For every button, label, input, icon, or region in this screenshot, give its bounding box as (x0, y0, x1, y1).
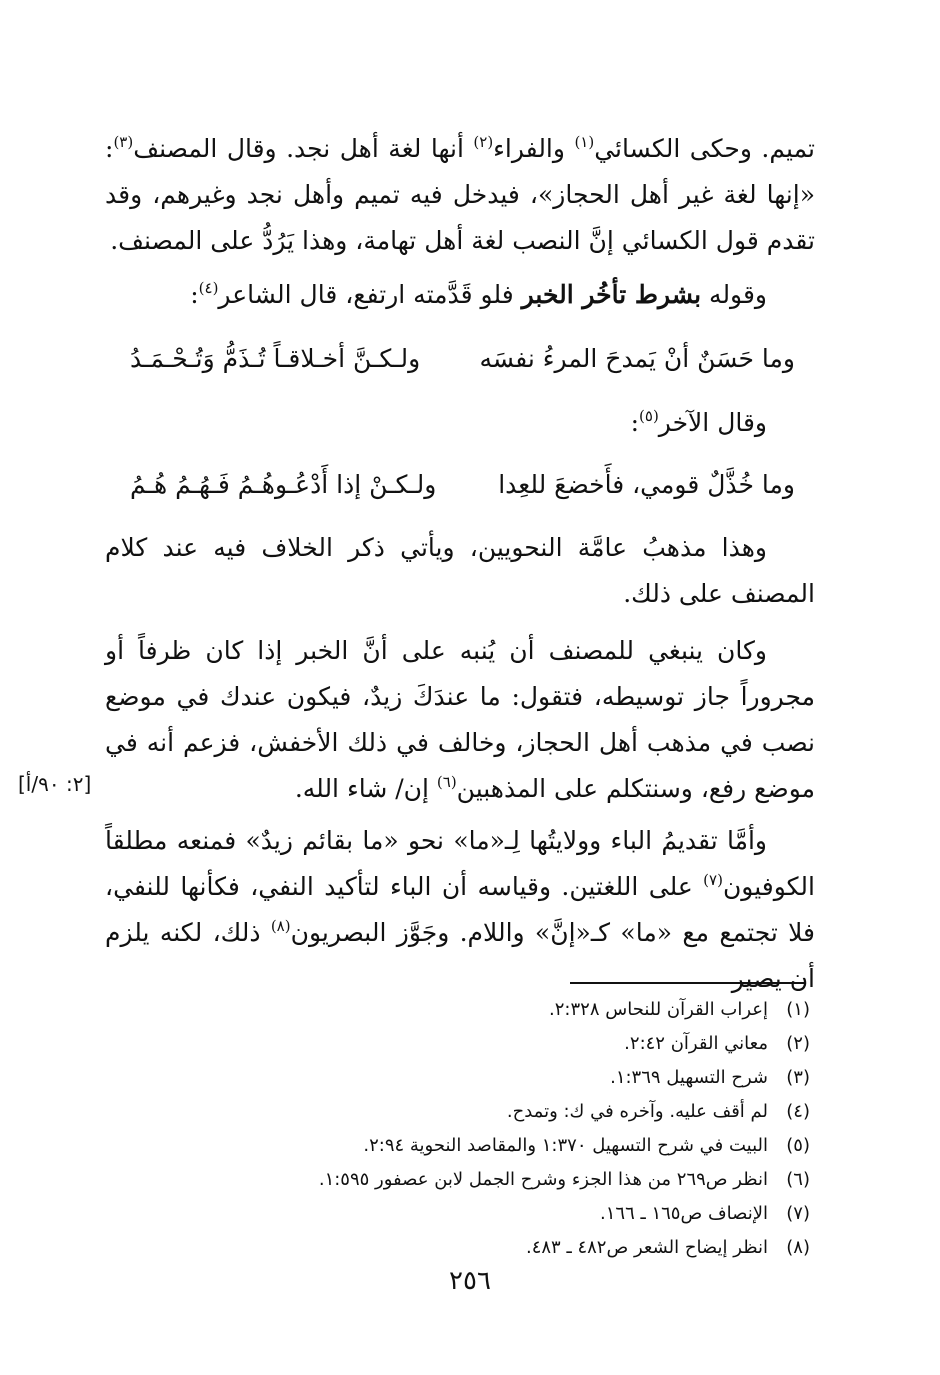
paragraph-text: : «إنها لغة غير أهل الحجاز»، فيدخل فيه تميم وأهل نجد وغيرهم، وقد تقدم قول الكسائي إنَّ النصب لغة أهل تهامة، وهذا يَرُدُّ على المصنف. (105, 134, 815, 255)
footnote-number: (٢) (786, 1033, 810, 1054)
paragraph-nahw-view (105, 525, 815, 617)
footnote-number: (٦) (786, 1169, 810, 1190)
footnote-item (250, 1027, 810, 1061)
paragraph-text: والفراء (493, 134, 575, 163)
footnote-number: (٧) (786, 1203, 810, 1224)
footnote-number: (١) (786, 999, 810, 1020)
footnote-ref: (٨) (270, 917, 291, 935)
paragraph-another-poet (105, 400, 815, 446)
footnote-text: الإنصاف ص١٦٥ ـ ١٦٦. (600, 1203, 768, 1224)
footnote-text: انظر ص٢٦٩ من هذا الجزء وشرح الجمل لابن عصفور ١:٥٩٥. (318, 1169, 768, 1190)
verse-second-hemistich: ولـكـنَّ أخـلاقـاً تُـذَمُّ وَتُـحْـمَـدُ (130, 344, 421, 373)
paragraph-continuation (105, 126, 815, 264)
footnote-ref: (٤) (198, 279, 219, 297)
footnote-ref: (٥) (639, 407, 659, 425)
footnote-item (250, 1197, 810, 1231)
paragraph-text: إن/ شاء الله. (294, 774, 437, 803)
footnote-item (250, 1231, 810, 1265)
footnote-number: (٣) (786, 1067, 810, 1088)
footnote-ref: (٢) (473, 133, 494, 151)
paragraph-text: وقال الآخر (658, 408, 767, 437)
page-number: ٢٥٦ (449, 1266, 491, 1296)
paragraph-text: : (630, 408, 640, 437)
footnote-divider (570, 982, 806, 984)
paragraph-text: وقوله (701, 280, 767, 309)
footnote-text: لم أقف عليه. وآخره في ك: وتمدح. (506, 1101, 768, 1122)
paragraph-text: : (190, 280, 199, 309)
footnote-ref: (٧) (703, 871, 723, 889)
paragraph-text: تميم. وحكى الكسائي (594, 134, 815, 163)
paragraph-poet-intro (105, 272, 815, 318)
verse-first-hemistich: وما خُذَّلٌ قومي، فأَخضعَ للعِدا (498, 470, 795, 499)
footnotes-list (250, 993, 810, 1265)
footnote-text: انظر إيضاح الشعر ص٤٨٢ ـ ٤٨٣. (525, 1237, 768, 1258)
footnote-number: (٨) (786, 1237, 810, 1258)
verse-second-hemistich: ولـكـنْ إذا أَدْعُـوهُـمُ فَـهُـمُ هُـمُ (130, 470, 437, 499)
footnote-ref: (٦) (436, 773, 457, 791)
footnote-item (250, 1061, 810, 1095)
paragraph-text: وهذا مذهبُ عامَّة النحويين، ويأتي ذكر الخلاف فيه عند كلام المصنف على ذلك. (105, 533, 815, 608)
footnote-item (250, 1163, 810, 1197)
footnote-item (250, 1095, 810, 1129)
footnote-number: (٥) (786, 1135, 810, 1156)
manuscript-folio-marker: [٢: ٩٠/أ] (18, 772, 92, 796)
footnote-number: (٤) (786, 1101, 810, 1122)
quoted-rule-text: بشرط تأخُر الخبر (521, 280, 702, 309)
paragraph-fronting-predicate (105, 628, 815, 812)
paragraph-text: أنها لغة أهل نجد. وقال المصنف (133, 134, 474, 163)
paragraph-text: وكان ينبغي للمصنف أن يُنبه على أنَّ الخبر إذا كان ظرفاً أو مجروراً جاز توسيطه، فتقول: ما عندَكَ زيدٌ، فيكون عندك في موضع نصب في مذهب أهل الحجاز، وخالف في ذلك الأخفش، فزعم أنه في موضع رفع، وسنتكلم على المذهبين (105, 636, 815, 803)
footnote-text: شرح التسهيل ١:٣٦٩. (610, 1067, 768, 1088)
footnote-ref: (٣) (113, 133, 134, 151)
footnote-item (250, 1129, 810, 1163)
paragraph-text: فلو قَدَّمته ارتفع، قال الشاعر (218, 280, 522, 309)
footnote-ref: (١) (574, 133, 595, 151)
footnote-text: إعراب القرآن للنحاس ٢:٣٢٨. (549, 999, 768, 1020)
footnote-text: البيت في شرح التسهيل ١:٣٧٠ والمقاصد النحوية ٢:٩٤. (363, 1135, 768, 1156)
footnote-item (250, 993, 810, 1027)
paragraph-text: وأمَّا تقديمُ الباء وولايتُها لِـ«ما» نحو «ما بقائم زيدٌ» فمنعه مطلقاً الكوفيون (105, 826, 815, 901)
verse-first-hemistich: وما حَسَنٌ أنْ يَمدحَ المرءُ نفسَه (479, 344, 795, 373)
paragraph-text: على اللغتين. وقياسه أن الباء لتأكيد النفي، فكأنها للنفي، فلا تجتمع مع «ما» كـ«إنَّ» واللام. وجَوَّز البصريون (105, 872, 815, 947)
verse-2 (105, 462, 815, 508)
footnote-text: معاني القرآن ٢:٤٢. (624, 1033, 768, 1054)
verse-1 (105, 336, 815, 382)
paragraph-ba-particle (105, 818, 815, 1002)
paragraph-text: ذلك، لكنه يلزم أن يصير (105, 918, 815, 993)
